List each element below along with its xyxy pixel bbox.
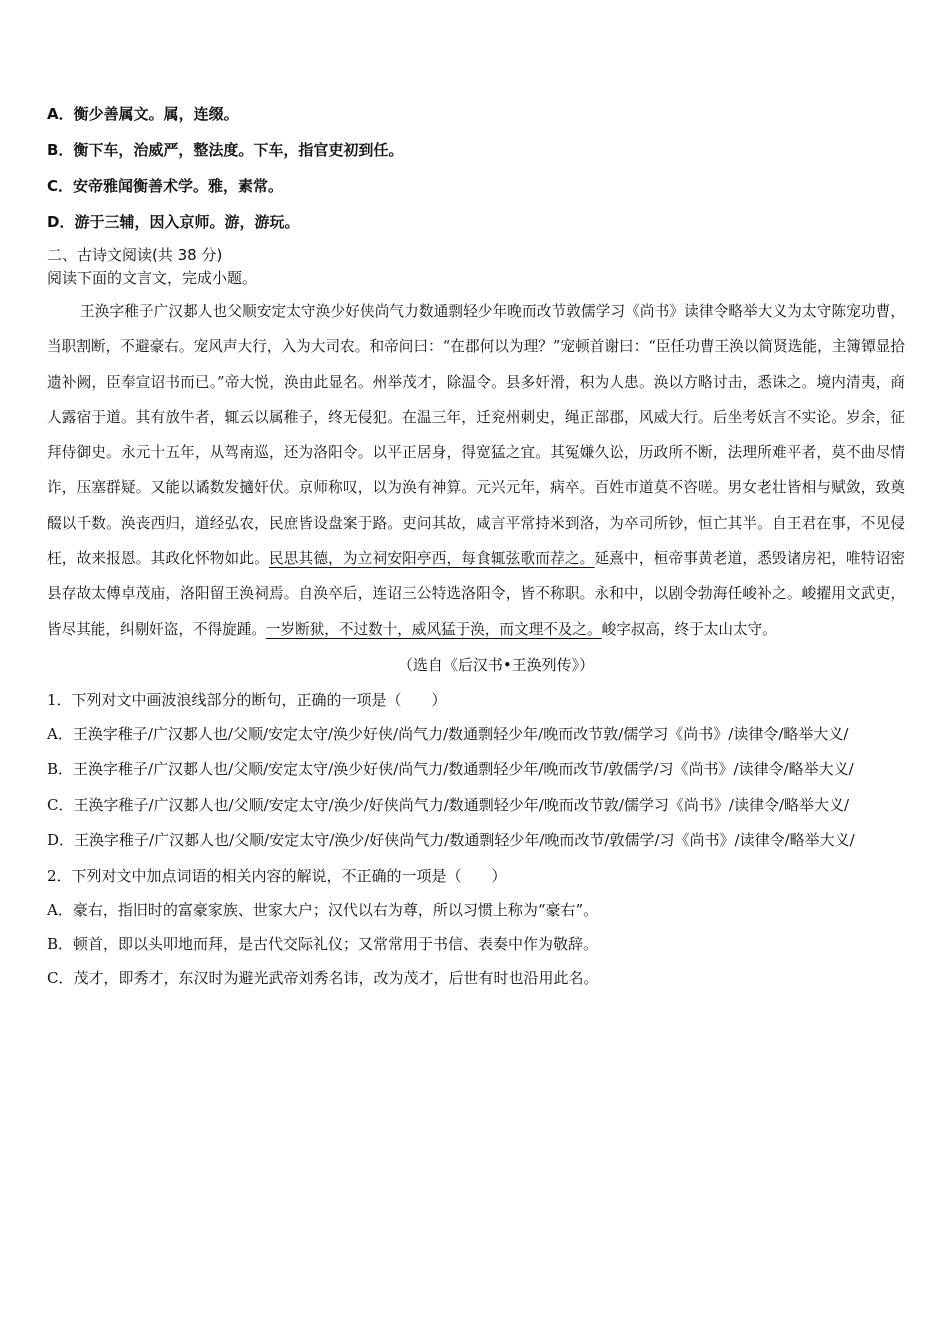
question-1-option-b: B．王涣字稚子/广汉郪人也/父顺/安定太守/涣少好侠/尚气力/数通剽轻少年/晚而改节/敦儒学/习《尚书》/读律令/略举大义/ <box>47 760 854 779</box>
document-page <box>47 96 905 995</box>
underlined-sentence-2: 一岁断狱，不过数十，威风猛于涣，而文理不及之。 <box>265 620 602 638</box>
question-1-option-c: C．王涣字稚子/广汉郪人也/父顺/安定太守/涣少/好侠尚气力/数通剽轻少年/晚而改节敦/儒学习《尚书》/读律令/略举大义/ <box>47 795 850 814</box>
passage-part-3: 峻字叔高，终于太山太守。 <box>601 620 777 638</box>
prev-option-a: A．衡少善属文。属，连缀。 <box>47 105 239 123</box>
question-2-option-b: B．顿首，即以头叩地而拜，是古代交际礼仪；又常常用于书信、表奏中作为敬辞。 <box>47 934 599 953</box>
question-2-stem: 2．下列对文中加点词语的相关内容的解说，不正确的一项是（ ） <box>47 866 507 885</box>
question-1-option-d: D．王涣字稚子/广汉郪人也/父顺/安定太守/涣少/好侠尚气力/数通剽轻少年/晚而改节/敦儒学/习《尚书》/读律令/略举大义/ <box>47 831 855 850</box>
passage <box>47 294 905 647</box>
passage-source: （选自《后汉书•王涣列传》） <box>397 655 595 674</box>
underlined-sentence-1: 民思其德，为立祠安阳亭西，每食辄弦歌而荐之。 <box>268 550 595 568</box>
prev-option-b: B．衡下车，治威严，整法度。下车，指官吏初到任。 <box>47 141 404 159</box>
question-2-option-a: A．豪右，指旧时的富豪家族、世家大户；汉代以右为尊，所以习惯上称为“豪右”。 <box>47 900 599 919</box>
passage-part-1: 王涣字稚子广汉郪人也父顺安定太守涣少好侠尚气力数通剽轻少年晚而改节敦儒学习《尚书》读律令略举大义为太守陈宠功曹，当职割断，不避豪右。宠风声大行，入为大司农。和帝问曰：“在郡何以为理？”宠顿首谢曰：“臣任功曹王涣以简贤选能，主簿镡显拾遗补阙，臣奉宣诏书而已。”帝大悦，涣由此显名。州举茂才，除温令。县多奸滑，积为人患。涣以方略讨击，悉诛之。境内清夷，商人露宿于道。其有放牛者，辄云以属稚子，终无侵犯。在温三年，迁兖州刺史，绳正部郡，风威大行。后坐考妖言不实论。岁余，征拜侍御史。永元十五年，从驾南巡，还为洛阳令。以平正居身，得宽猛之宜。其冤嫌久讼，历政所不断，法理所难平者，莫不曲尽情诈，压塞群疑。又能以谲数发擿奸伏。京师称叹，以为涣有神算。元兴元年，病卒。百姓市道莫不咨嗟。男女老壮皆相与赋敛，致奠醊以千数。涣丧西归，道经弘农，民庶皆设盘案于路。吏问其故，咸言平常持米到洛，为卒司所钞，恒亡其半。自王君在事，不见侵枉，故来报恩。其政化怀物如此。 <box>47 303 905 568</box>
passage-part-2: 延熹中，桓帝事黄老道，悉毁诸房祀，唯特诏密县存故太傅卓茂庙，洛阳留王涣祠焉。自涣卒后，连诏三公特选洛阳令，皆不称职。永和中，以剧令勃海任峻补之。峻擢用文武吏，皆尽其能，纠剔奸盗，不得旋踵。 <box>47 550 905 638</box>
section-title: 二、古诗文阅读(共 38 分) <box>47 246 223 264</box>
question-1-option-a: A．王涣字稚子/广汉郪人也/父顺/安定太守/涣少好侠/尚气力/数通剽轻少年/晚而改节敦/儒学习《尚书》/读律令/略举大义/ <box>47 724 849 743</box>
instruction: 阅读下面的文言文，完成小题。 <box>47 269 258 287</box>
question-2-option-c: C．茂才，即秀才，东汉时为避光武帝刘秀名讳，改为茂才，后世有时也沿用此名。 <box>47 968 599 987</box>
prev-option-c: C．安帝雅闻衡善术学。雅，素常。 <box>47 177 284 195</box>
prev-option-d: D．游于三辅，因入京师。游，游玩。 <box>47 213 300 231</box>
question-1-stem: 1．下列对文中画波浪线部分的断句，正确的一项是（ ） <box>47 690 447 709</box>
